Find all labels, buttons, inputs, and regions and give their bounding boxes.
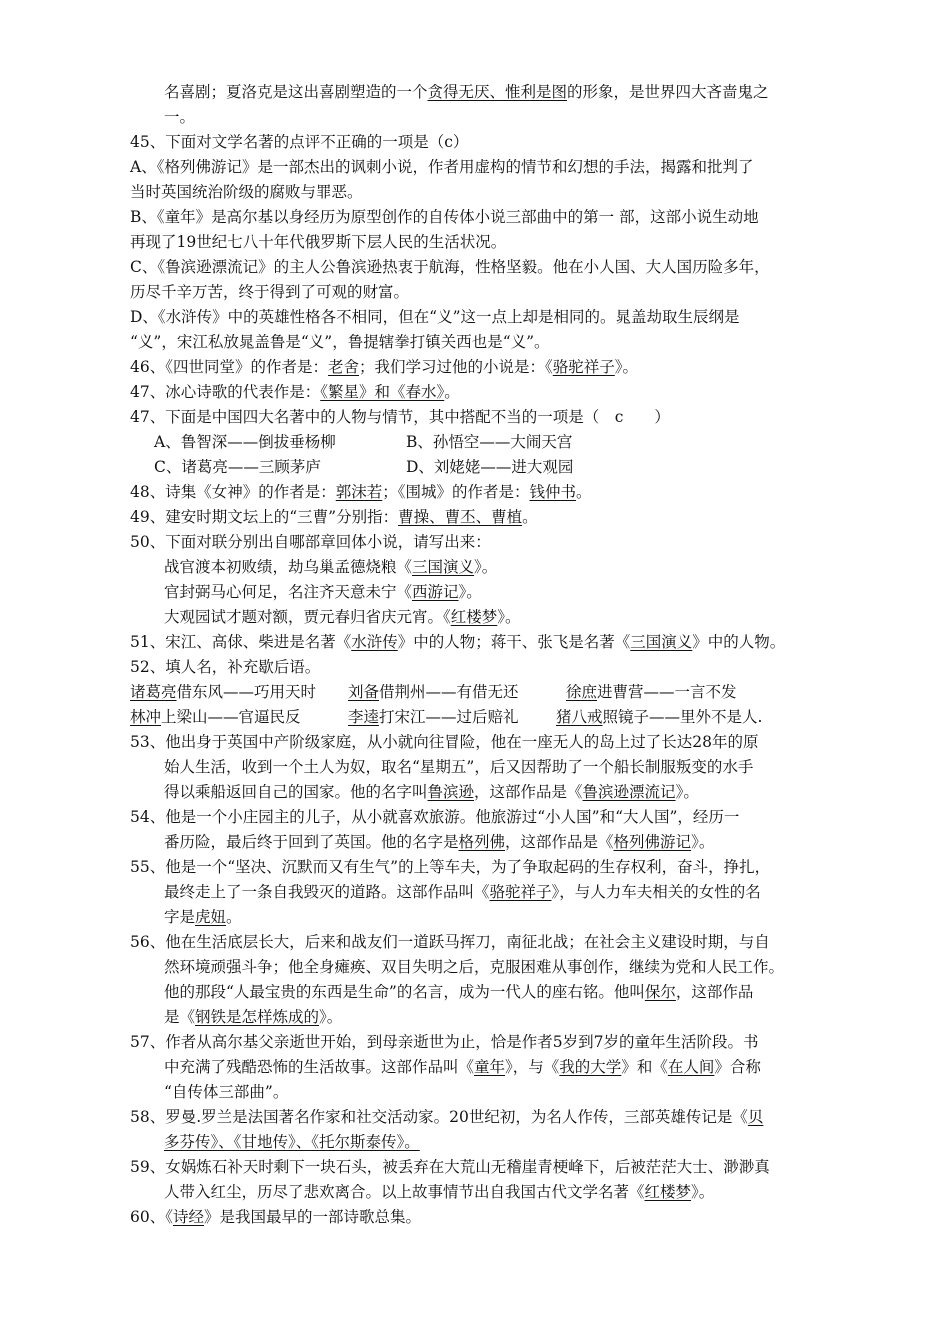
- question-52: 52、填人名，补充歇后语。: [130, 658, 321, 676]
- question-55: 55、他是一个“坚决、沉默而又有生气”的上等车夫，为了争取起码的生存权利，奋斗，挣扎，: [130, 858, 771, 876]
- question-60: 60、《诗经》是我国最早的一部诗歌总集。: [130, 1208, 422, 1226]
- text-line: 番历险，最后终于回到了英国。他的名字是格列佛，这部作品是《格列佛游记》。: [164, 833, 715, 851]
- question-45: 45、下面对文学名著的点评不正确的一项是（c）: [130, 133, 469, 151]
- question-56: 56、他在生活底层长大，后来和战友们一道跃马挥刀，南征北战；在社会主义建设时期，与自: [130, 933, 770, 951]
- question-51: 51、宋江、高俅、柴进是名著《水浒传》中的人物；蒋干、张飞是名著《三国演义》中的人物。: [130, 633, 786, 651]
- question-46: 46、《四世同堂》的作者是：老舍；我们学习过他的小说是：《骆驼祥子》。: [130, 358, 639, 376]
- question-58: 58、罗曼.罗兰是法国著名作家和社交活动家。20世纪初，为名人作传，三部英雄传记是《贝: [130, 1108, 764, 1126]
- text-line: 多芬传》、《甘地传》、《托尔斯泰传》。: [164, 1133, 420, 1151]
- text-line: 当时英国统治阶级的腐败与罪恶。: [130, 183, 363, 201]
- text-line: 然环境顽强斗争；他全身瘫痪、双目失明之后，克服困难从事创作，继续为党和人民工作。: [164, 958, 785, 976]
- couplet-line: 官封弼马心何足，名注齐天意未宁《西游记》。: [164, 583, 482, 601]
- question-53: 53、他出身于英国中产阶级家庭，从小就向往冒险，他在一座无人的岛上过了长达28年的原: [130, 733, 759, 751]
- text-line: “义”，宋江私放晁盖鲁是“义”，鲁提辖拳打镇关西也是“义”。: [130, 333, 550, 351]
- text-line: 再现了19世纪七八十年代俄罗斯下层人民的生活状况。: [130, 233, 507, 251]
- question-50: 50、下面对联分别出自哪部章回体小说，请写出来：: [130, 533, 491, 551]
- text-line: C、《鲁滨逊漂流记》的主人公鲁滨逊热衷于航海，性格坚毅。他在小人国、大人国历险多年，: [130, 258, 770, 276]
- question-48: 48、诗集《女神》的作者是：郭沫若；《围城》的作者是：钱仲书。: [130, 483, 592, 501]
- text-line: 字是虎妞。: [164, 908, 242, 926]
- text-line: “自传体三部曲”。: [164, 1083, 289, 1101]
- question-59: 59、女娲炼石补天时剩下一块石头，被丢弃在大荒山无稽崖青梗峰下，后被茫茫大士、渺渺真: [130, 1158, 770, 1176]
- question-54: 54、他是一个小庄园主的儿子，从小就喜欢旅游。他旅游过“小人国”和“大人国”，经历一: [130, 808, 740, 826]
- text-line: 得以乘船返回自己的国家。他的名字叫鲁滨逊，这部作品是《鲁滨逊漂流记》。: [164, 783, 699, 801]
- text-line: A、《格列佛游记》是一部杰出的讽刺小说，作者用虚构的情节和幻想的手法，揭露和批判了: [130, 158, 754, 176]
- question-47: 47、冰心诗歌的代表作是：《繁星》和《春水》。: [130, 383, 460, 401]
- text-line: D、《水浒传》中的英雄性格各不相同，但在“义”这一点上却是相同的。晁盖劫取生辰纲是: [130, 308, 740, 326]
- text-line: 最终走上了一条自我毁灭的道路。这部作品叫《骆驼祥子》，与人力车夫相关的女性的名: [164, 883, 761, 901]
- text-line: 始人生活，收到一个土人为奴，取名“星期五”，后又因帮助了一个船长制服叛变的水手: [164, 758, 754, 776]
- document-page: 名喜剧；夏洛克是这出喜剧塑造的一个贪得无厌、惟利是图的形象，是世界四大吝啬鬼之 一。 45、下面对文学名著的点评不正确的一项是（c） A、《格列佛游记》是一部杰出的讽刺小说，作者用虚构的情节和幻想的手法，揭露和批判了 当时英国统治阶级的腐败与罪恶。 B、《童年》是高尔基以身经历为原型创作的自传体小说三部曲中的第一 部，这部小说生动地 再现了19世纪七八十年代俄罗斯下层人民的生活状况。 C、《鲁滨逊漂流记》的主人公鲁滨逊热衷于航海，性格坚毅。他在小人国、大人国历险多年， 历尽千辛万苦，终于得到了可观的财富。 D、《水浒传》中的英雄性格各不相同，但在“义”这一点上却是相同的。晁盖劫取生辰纲是 “义”，宋江私放晁盖鲁是“义”，鲁提辖拳打镇关西也是“义”。 46、《四世同堂》的作者是：老舍；我们学习过他的小说是：《骆驼祥子》。 47、冰心诗歌的代表作是：《繁星》和《春水》。 47、下面是中国四大名著中的人物与情节，其中搭配不当的一项是（ c ） A、鲁智深——倒拔垂杨柳 B、孙悟空——大闹天宫 C、诸葛亮——三顾茅庐 D、刘姥姥——进大观园 48、诗集《女神》的作者是：郭沫若；《围城》的作者是：钱仲书。 49、建安时期文坛上的“三曹”分别指：曹操、曹丕、曹植。 50、下面对联分别出自哪部章回体小说，请写出来： 战官渡本初败绩，劫乌巢孟德烧粮《三国演义》。 官封弼马心何足，名注齐天意未宁《西游记》。 大观园试才题对额，贾元春归省庆元宵。《红楼梦》。 51、宋江、高俅、柴进是名著《水浒传》中的人物；蒋干、张飞是名著《三国演义》中的人物。 52、填人名，补充歇后语。 诸葛亮借东风——巧用天时 刘备借荆州——有借无还 徐庶进曹营——一言不发 林冲上梁山——官逼民反 李逵打宋江——过后赔礼 猪八戒照镜子——里外不是人. 53、他出身于英国中产阶级家庭，从小就向往冒险，他在一座无人的岛上过了长达28年的原 始人生活，收到一个土人为奴，取名“星期五”，后又因帮助了一个船长制服叛变的水手 得以乘船返回自己的国家。他的名字叫鲁滨逊，这部作品是《鲁滨逊漂流记》。 54、他是一个小庄园主的儿子，从小就喜欢旅游。他旅游过“小人国”和“大人国”，经历一 番历险，最后终于回到了英国。他的名字是格列佛，这部作品是《格列佛游记》。 55、他是一个“坚决、沉默而又有生气”的上等车夫，为了争取起码的生存权利，奋斗，挣扎， 最终走上了一条自我毁灭的道路。这部作品叫《骆驼祥子》，与人力车夫相关的女性的名 字是虎妞。 56、他在生活底层长大，后来和战友们一道跃马挥刀，南征北战；在社会主义建设时期，与自 然环境顽强斗争；他全身瘫痪、双目失明之后，克服困难从事创作，继续为党和人民工作。 他的那段“人最宝贵的东西是生命”的名言，成为一代人的座右铭。他叫保尔，这部作品 是《钢铁是怎样炼成的》。 57、作者从高尔基父亲逝世开始，到母亲逝世为止，恰是作者5岁到7岁的童年生活阶段。书 中充满了残酷恐怖的生活故事。这部作品叫《童年》，与《我的大学》和《在人间》合称 “自传体三部曲”。 58、罗曼.罗兰是法国著名作家和社交活动家。20世纪初，为名人作传，三部英雄传记是《贝 多芬传》、《甘地传》、《托尔斯泰传》。 59、女娲炼石补天时剩下一块石头，被丢弃在大荒山无稽崖青梗峰下，后被茫茫大士、渺渺真 人带入红尘，历尽了悲欢离合。以上故事情节出自我国古代文学名著《红楼梦》。 60、《诗经》是我国最早的一部诗歌总集。: [0, 0, 950, 1344]
- text-line: 是《钢铁是怎样炼成的》。: [164, 1008, 343, 1026]
- text-line: B、《童年》是高尔基以身经历为原型创作的自传体小说三部曲中的第一 部，这部小说生动地: [130, 208, 759, 226]
- text-line: 历尽千辛万苦，终于得到了可观的财富。: [130, 283, 410, 301]
- couplet-line: 战官渡本初败绩，劫乌巢孟德烧粮《三国演义》。: [164, 558, 498, 576]
- question-49: 49、建安时期文坛上的“三曹”分别指：曹操、曹丕、曹植。: [130, 508, 538, 526]
- text-line: 名喜剧；夏洛克是这出喜剧塑造的一个贪得无厌、惟利是图的形象，是世界四大吝啬鬼之: [164, 83, 769, 101]
- couplet-line: 大观园试才题对额，贾元春归省庆元宵。《红楼梦》。: [164, 608, 521, 626]
- question-57: 57、作者从高尔基父亲逝世开始，到母亲逝世为止，恰是作者5岁到7岁的童年生活阶段。书: [130, 1033, 759, 1051]
- text-line: 一。: [164, 108, 196, 126]
- question-47b: 47、下面是中国四大名著中的人物与情节，其中搭配不当的一项是（ c ）: [130, 408, 670, 426]
- text-line: 人带入红尘，历尽了悲欢离合。以上故事情节出自我国古代文学名著《红楼梦》。: [164, 1183, 715, 1201]
- text-line: 他的那段“人最宝贵的东西是生命”的名言，成为一代人的座右铭。他叫保尔，这部作品: [164, 983, 754, 1001]
- text-line: 中充满了残酷恐怖的生活故事。这部作品叫《童年》，与《我的大学》和《在人间》合称: [164, 1058, 761, 1076]
